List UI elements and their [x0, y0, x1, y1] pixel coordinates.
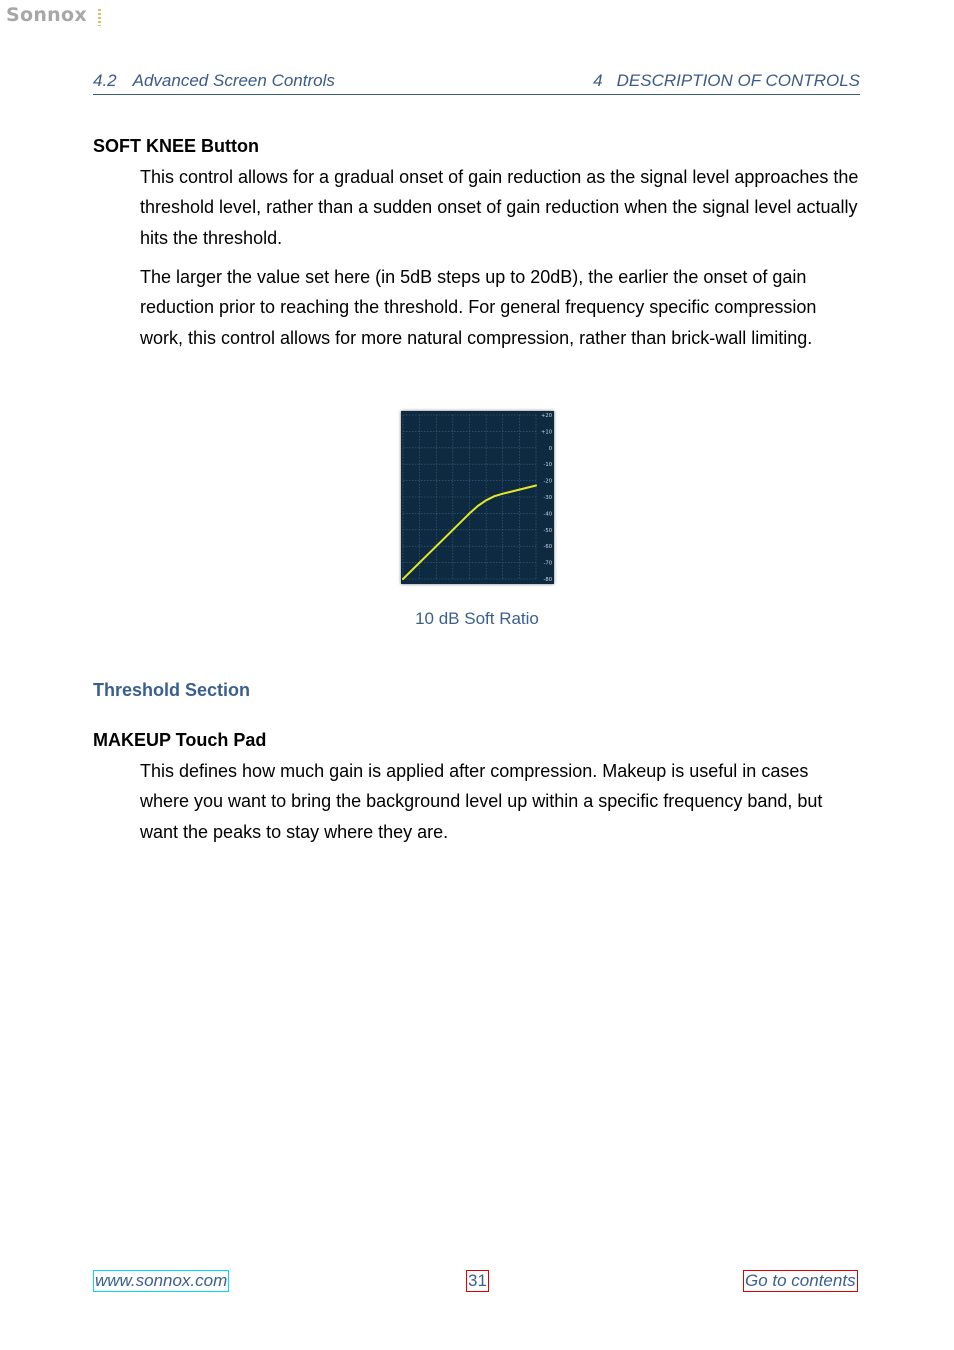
- y-tick-label: -40: [543, 511, 552, 518]
- y-tick-label: -80: [543, 577, 552, 583]
- curve-point: [435, 545, 437, 547]
- y-tick-label: 0: [548, 445, 552, 452]
- logo-meter-icon: [98, 9, 101, 26]
- curve-point: [535, 485, 537, 487]
- y-tick-label: -20: [543, 478, 552, 485]
- section-number: 4.2: [93, 71, 117, 90]
- y-tick-label: +20: [541, 413, 552, 419]
- sonnox-logo: Sonnox: [6, 4, 87, 26]
- chart-svg: [401, 411, 554, 584]
- website-link[interactable]: www.sonnox.com: [95, 1271, 228, 1290]
- y-tick-label: -30: [543, 495, 552, 501]
- threshold-section-heading: Threshold Section: [93, 680, 251, 700]
- go-to-contents-link[interactable]: Go to contents: [745, 1271, 856, 1290]
- page-header: [93, 71, 860, 95]
- y-tick-label: +10: [541, 429, 552, 436]
- soft-knee-paragraph-2: The larger the value set here (in 5dB steps up to 20dB), the earlier the onset of gain reduction prior to reaching the threshold. For general frequency specific compression work, this control allows for more natural compression, rather than brick-wall limiting.: [140, 267, 817, 348]
- curve-point: [419, 562, 421, 564]
- curve-point: [518, 489, 520, 491]
- curve-point: [452, 529, 454, 531]
- makeup-paragraph: This defines how much gain is applied after compression. Makeup is useful in cases where you want to bring the background level up within a specific frequency band, but want the peaks to stay where they are.: [140, 761, 823, 842]
- figure-caption: 10 dB Soft Ratio: [415, 609, 539, 628]
- curve-point: [502, 493, 504, 495]
- curve-point: [485, 499, 487, 501]
- curve-point: [469, 513, 471, 515]
- soft-ratio-chart: [401, 411, 554, 584]
- page-number-link[interactable]: 31: [468, 1271, 487, 1290]
- y-tick-label: -60: [543, 544, 552, 551]
- curve-point: [477, 505, 479, 507]
- header-section: [93, 71, 335, 91]
- soft-knee-paragraph-1: This control allows for a gradual onset of gain reduction as the signal level approaches the threshold level, rather than a sudden onset of gain reduction when the signal level actually hits the threshold.: [140, 167, 859, 248]
- chapter-title: DESCRIPTION OF CONTROLS: [616, 71, 860, 90]
- curve-point: [402, 578, 404, 580]
- header-chapter: [593, 71, 860, 91]
- soft-knee-heading: SOFT KNEE Button: [93, 136, 259, 156]
- y-tick-label: -10: [543, 462, 552, 469]
- makeup-heading: MAKEUP Touch Pad: [93, 730, 267, 750]
- y-tick-label: -70: [543, 560, 552, 567]
- section-title: Advanced Screen Controls: [132, 71, 335, 90]
- chapter-number: 4: [593, 71, 603, 90]
- curve-point: [494, 495, 496, 497]
- y-tick-label: -50: [543, 527, 552, 534]
